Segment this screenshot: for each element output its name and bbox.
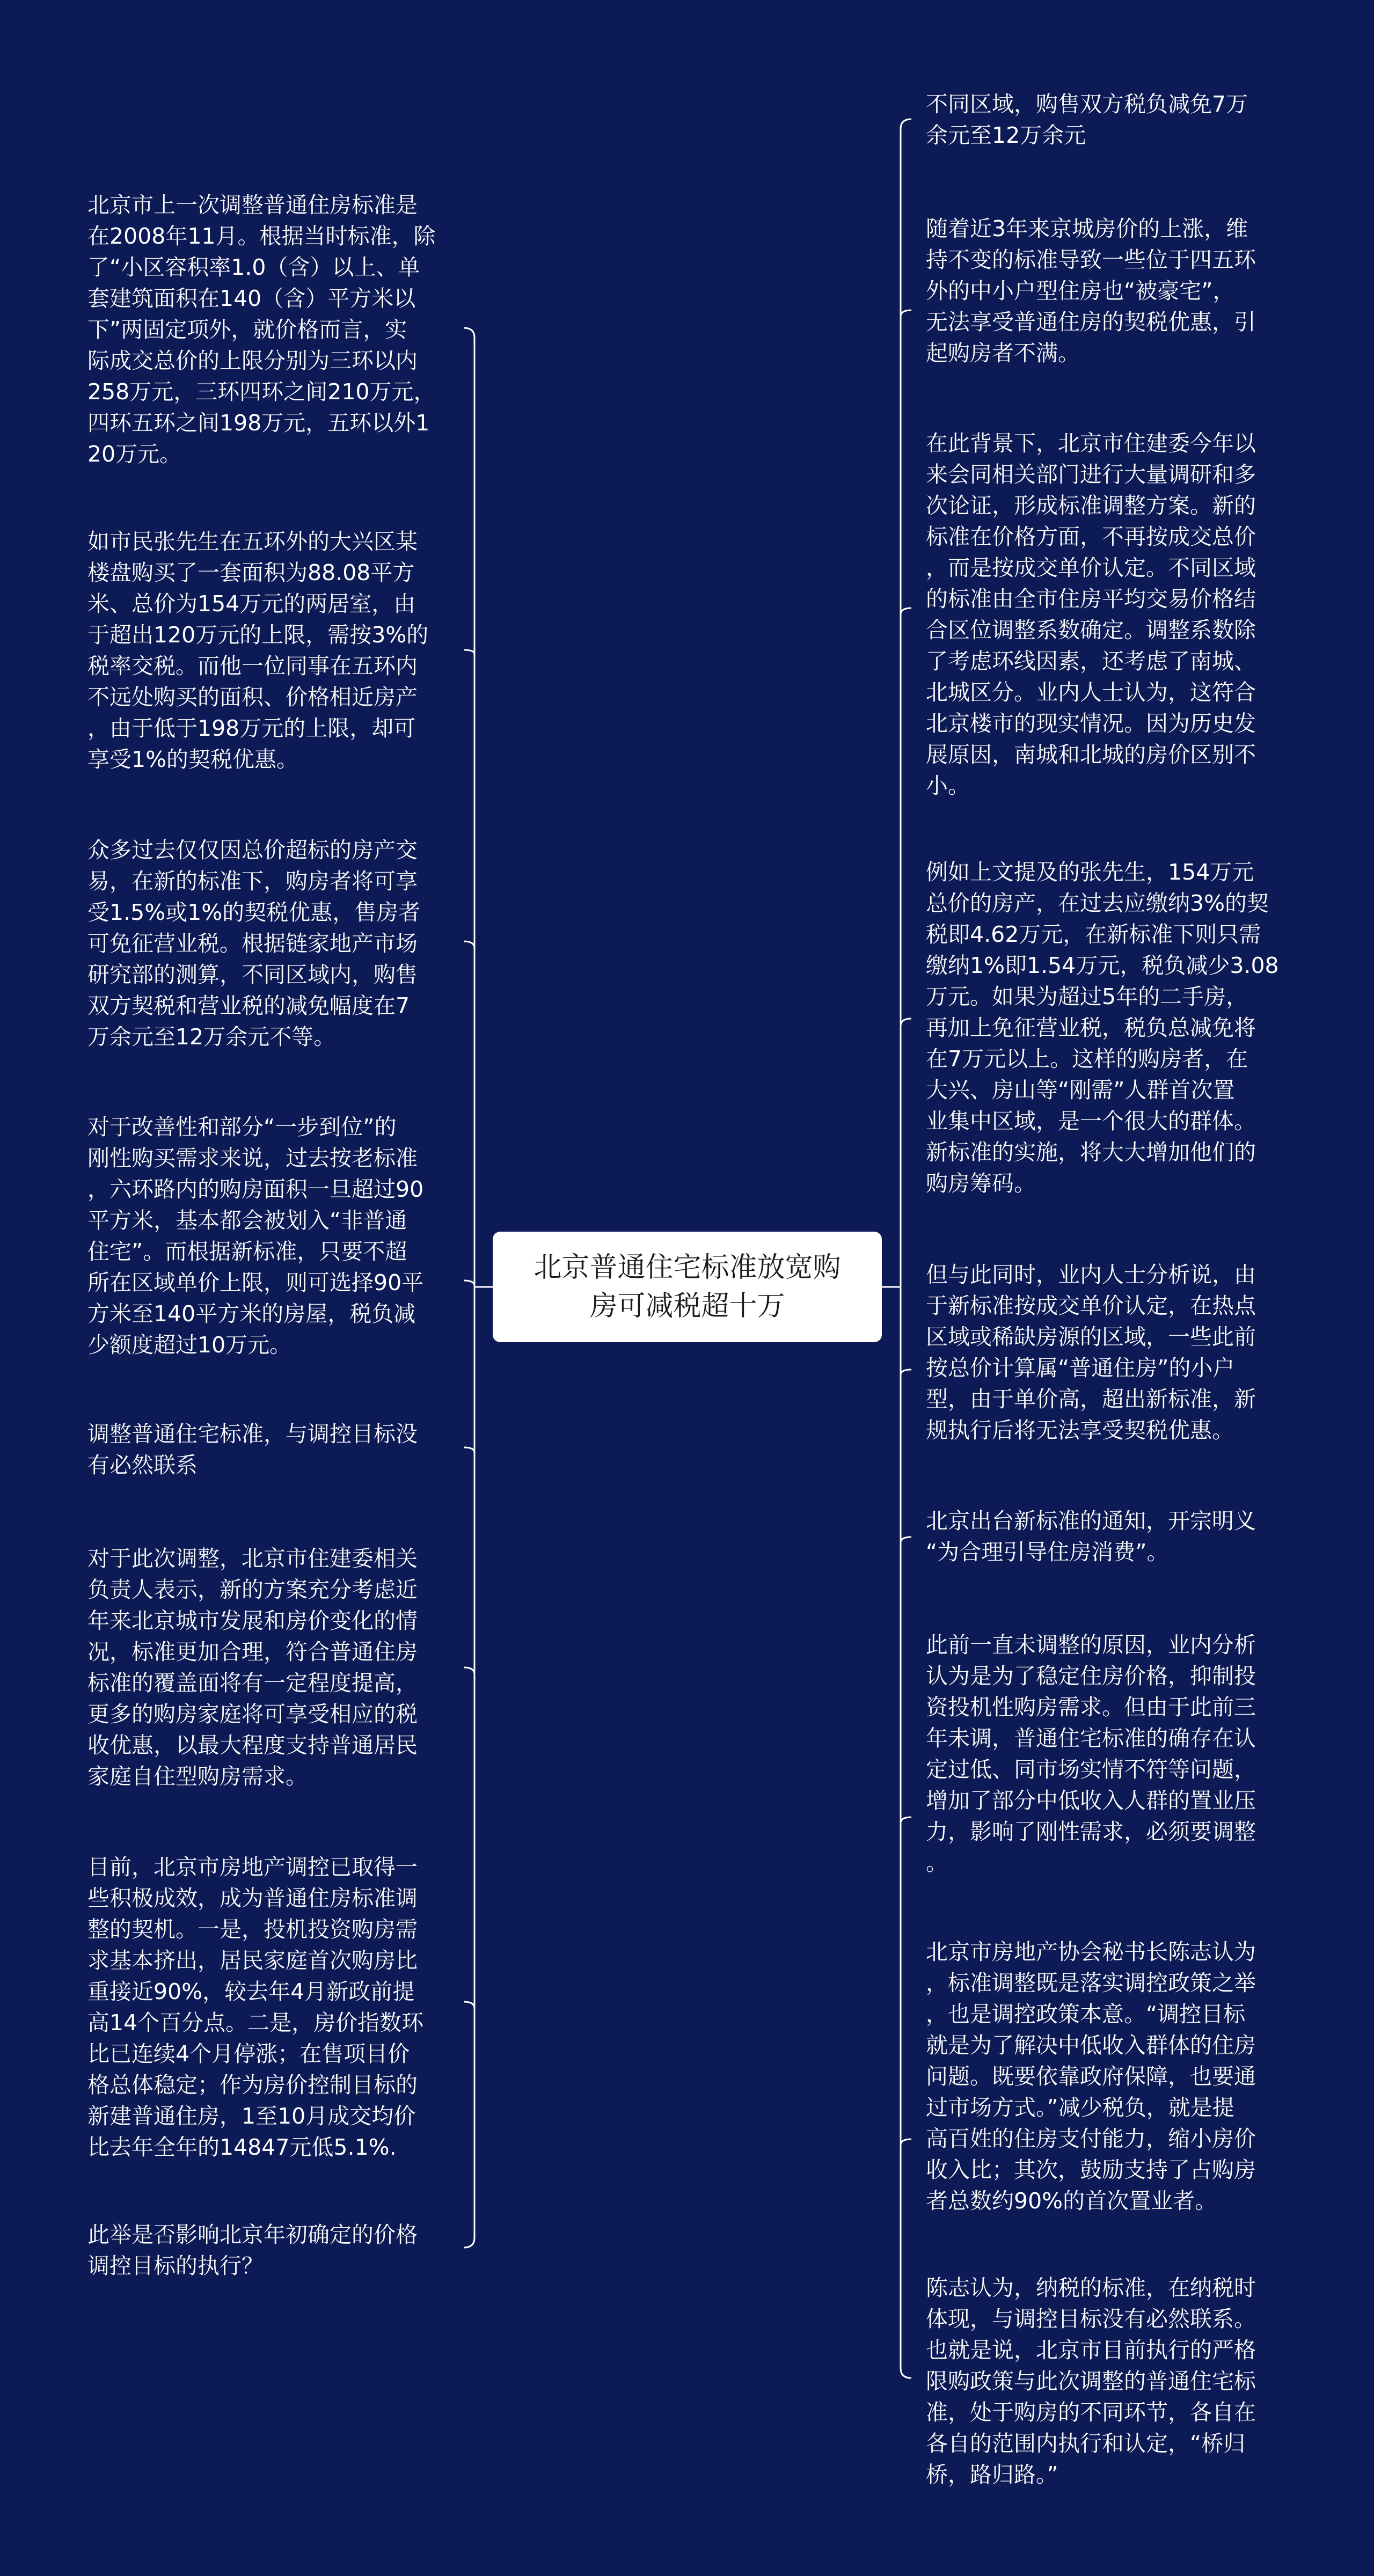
left-branch-4: [464, 1280, 474, 1286]
right-branch-8: [901, 2139, 911, 2145]
right-node-4[interactable]: 例如上文提及的张先生，154万元 总价的房产，在过去应缴纳3%的契 税即4.62万元，在新标准下则只需 缴纳1%即1.54万元，税负减少3.08 万元。如果为超过5年的二手房， 再加上免征营业税，税负总减免将 在7万元以上。这样的购房者，在 大兴、房山等“刚需”人群首次置 业集中区域，是一个很大的群体。 新标准的实施，将大大增加他们的 购房筹码。: [926, 859, 1279, 1196]
left-node-7[interactable]: 目前，北京市房地产调控已取得一 些积极成效，成为普通住房标准调 整的契机。一是，投机投资购房需 求基本挤出，居民家庭首次购房比 重接近90%，较去年4月新政前提 高14个百分点。二是，房价指数环 比已连续4个月停涨；在售项目价 格总体稳定；作为房价控制目标的 新建普通住房，1至10月成交均价 比去年全年的14847元低5.1%.: [87, 1854, 424, 2160]
right-branch-4: [901, 1019, 911, 1026]
left-node-8[interactable]: 此举是否影响北京年初确定的价格 调控目标的执行？: [87, 2222, 418, 2279]
left-node-6[interactable]: 对于此次调整，北京市住建委相关 负责人表示，新的方案充分考虑近 年来北京城市发展和房价变化的情 况，标准更加合理，符合普通住房 标准的覆盖面将有一定程度提高， 更多的购房家庭将可享受相应的税 收优惠，以最大程度支持普通居民 家庭自住型购房需求。: [87, 1546, 418, 1789]
left-branch-3: [464, 941, 474, 948]
left-node-2[interactable]: 如市民张先生在五环外的大兴区某 楼盘购买了一套面积为88.08平方 米、总价为154万元的两居室，由 于超出120万元的上限，需按3%的 税率交税。而他一位同事在五环内 不远处购买的面积、价格相近房产 ，由于低于198万元的上限，却可 享受1%的契税优惠。: [87, 529, 429, 772]
right-branch-5: [901, 1370, 911, 1375]
right-node-9[interactable]: 陈志认为，纳税的标准，在纳税时 体现，与调控目标没有必然联系。 也就是说，北京市目前执行的严格 限购政策与此次调整的普通住宅标 准，处于购房的不同环节，各自在 各自的范围内执行和认定，“桥归 桥，路归路。”: [926, 2275, 1256, 2487]
root-topic-node[interactable]: 北京普通住宅标准放宽购 房可减税超十万: [493, 1232, 882, 1342]
right-node-6[interactable]: 北京出台新标准的通知，开宗明义 “为合理引导住房消费”。: [926, 1508, 1256, 1565]
left-branch-7: [464, 2002, 474, 2008]
left-branch-8: [464, 2238, 474, 2248]
right-node-7[interactable]: 此前一直未调整的原因，业内分析 认为是为了稳定住房价格，抑制投 资投机性购房需求。但由于此前三 年未调，普通住宅标准的确存在认 定过低、同市场实情不符等问题， 增加了部分中低收入人群的置业压 力，影响了刚性需求，必须要调整 。: [926, 1632, 1256, 1876]
left-branch-5: [464, 1447, 474, 1453]
left-node-3[interactable]: 众多过去仅仅因总价超标的房产交 易，在新的标准下，购房者将可享 受1.5%或1%的契税优惠，售房者 可免征营业税。根据链家地产市场 研究部的测算，不同区域内，购售 双方契税和营业税的减免幅度在7 万余元至12万余元不等。: [87, 837, 421, 1050]
right-node-2[interactable]: 随着近3年来京城房价的上涨，维 持不变的标准导致一些位于四五环 外的中小户型住房也“被豪宅”， 无法享受普通住房的契税优惠，引 起购房者不满。: [926, 216, 1256, 366]
left-node-5[interactable]: 调整普通住宅标准，与调控目标没 有必然联系: [87, 1421, 418, 1478]
right-node-3[interactable]: 在此背景下，北京市住建委今年以 来会同相关部门进行大量调研和多 次论证，形成标准调整方案。新的 标准在价格方面，不再按成交总价 ，而是按成交单价认定。不同区域 的标准由全市住房平均交易价格结 合区位调整系数确定。调整系数除 了考虑环线因素，还考虑了南城、 北城区分。业内人士认为，这符合 北京楼市的现实情况。因为历史发 展原因，南城和北城的房价区别不 小。: [926, 430, 1256, 799]
right-branch-7: [901, 1817, 911, 1823]
right-node-5[interactable]: 但与此同时，业内人士分析说，由 于新标准按成交单价认定，在热点 区域或稀缺房源的区域，一些此前 按总价计算属“普通住房”的小户 型，由于单价高，超出新标准，新 规执行后将无法享受契税优惠。: [926, 1262, 1256, 1443]
right-branch-3: [901, 608, 911, 614]
left-node-4[interactable]: 对于改善性和部分“一步到位”的 刚性购买需求来说，过去按老标准 ，六环路内的购房面积一旦超过90 平方米，基本都会被划入“非普通 住宅”。而根据新标准，只要不超 所在区域单价上限，则可选择90平 方米至140平方米的房屋，税负减 少额度超过10万元。: [87, 1114, 424, 1358]
left-branch-1: [464, 328, 474, 338]
right-branch-9: [901, 2368, 911, 2378]
left-branch-6: [464, 1667, 474, 1674]
left-node-1[interactable]: 北京市上一次调整普通住房标准是 在2008年11月。根据当时标准，除 了“小区容积率1.0（含）以上、单 套建筑面积在140（含）平方米以 下”两固定项外，就价格而言，实 际成交总价的上限分别为三环以内 258万元，三环四环之间210万元， 四环五环之间198万元，五环以外1 20万元。: [87, 192, 436, 467]
right-branch-2: [901, 310, 911, 317]
right-node-8[interactable]: 北京市房地产协会秘书长陈志认为 ，标准调整既是落实调控政策之举 ，也是调控政策本意。“调控目标 就是为了解决中低收入群体的住房 问题。既要依靠政府保障，也要通 过市场方式。”减少税负，就是提 高百姓的住房支付能力，缩小房价 收入比；其次，鼓励支持了占购房 者总数约90%的首次置业者。: [926, 1939, 1256, 2214]
right-node-1[interactable]: 不同区域，购售双方税负减免7万 余元至12万余元: [926, 91, 1248, 148]
right-branch-1: [901, 119, 911, 129]
right-branch-6: [901, 1537, 911, 1542]
left-branch-2: [464, 650, 474, 654]
